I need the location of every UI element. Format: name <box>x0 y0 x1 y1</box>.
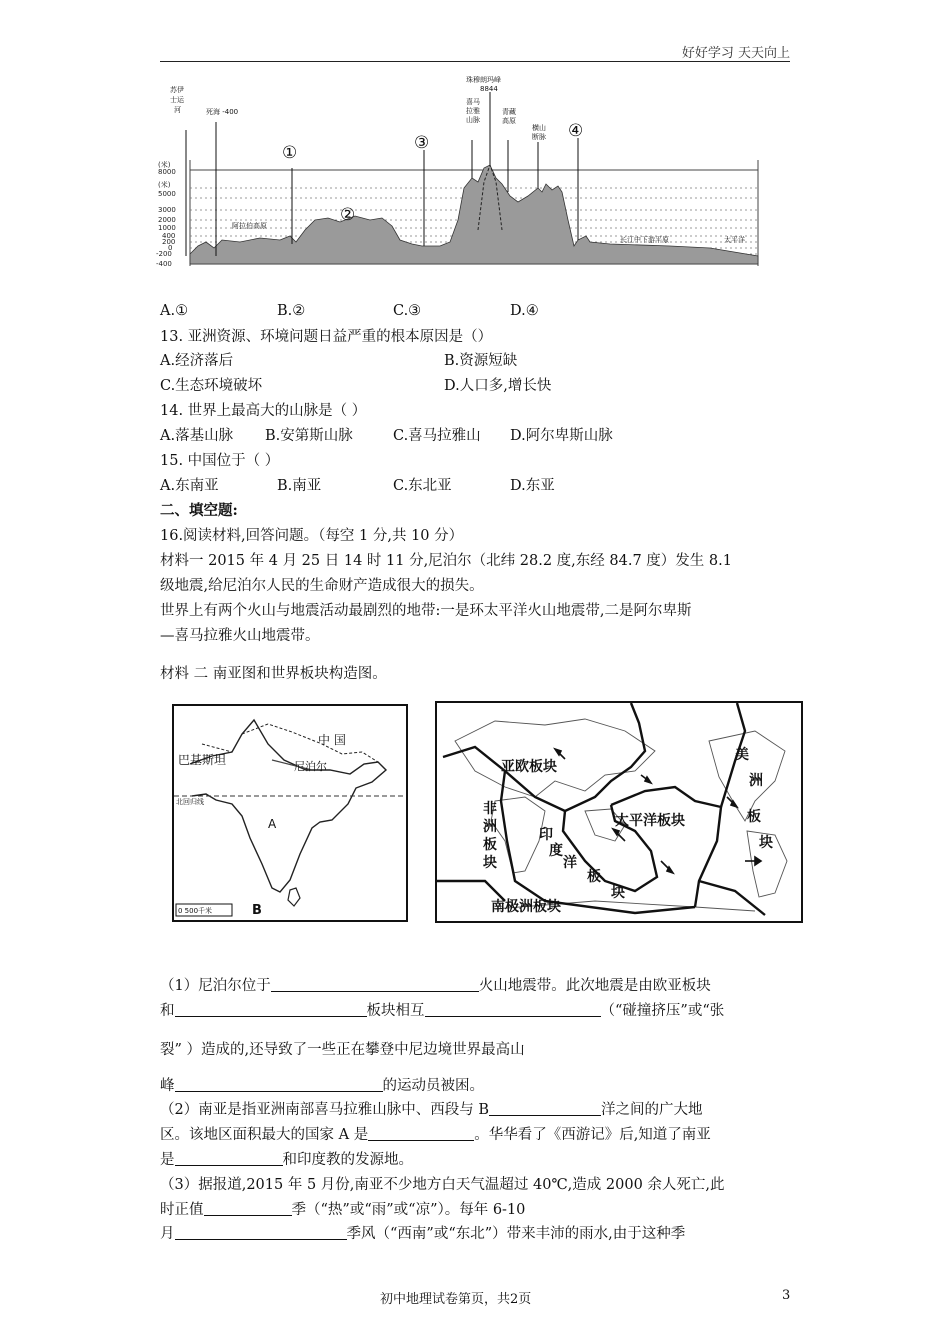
svg-text:山脉: 山脉 <box>466 116 480 124</box>
q12-option-c[interactable]: C.③ <box>393 303 422 319</box>
label-pacific: 太平洋 <box>724 236 745 244</box>
material-1-line: —喜马拉雅火山地震带。 <box>160 628 320 644</box>
page-header <box>160 40 790 62</box>
section-heading: 二、填空题: <box>160 502 238 519</box>
scale-bar: 0 500千米 <box>178 907 213 915</box>
answer-blank[interactable] <box>489 1100 601 1116</box>
question-3-line-3: 月 季风（“西南”或“东北”）带来丰沛的雨水,由于这种季 <box>160 1226 686 1242</box>
label-tibet: 青藏 <box>502 108 516 116</box>
answer-blank[interactable] <box>425 1001 601 1017</box>
marker-3: ③ <box>414 133 430 153</box>
marker-4: ④ <box>568 121 584 141</box>
q15-stem: 15. 中国位于（ ） <box>160 453 280 469</box>
question-1-line-1: （1）尼泊尔位于 火山地震带。此次地震是由欧亚板块 <box>160 978 711 994</box>
svg-text:士运: 士运 <box>170 96 184 104</box>
label-indian-plate: 印 <box>539 827 553 843</box>
label-american-plate: 美 <box>735 747 749 763</box>
q15-option-b[interactable]: B.南亚 <box>277 478 322 494</box>
svg-text:河: 河 <box>174 106 181 114</box>
label-eurasian-plate: 亚欧板块 <box>501 759 557 775</box>
answer-blank[interactable] <box>175 1150 283 1166</box>
label-pacific-plate: 太平洋板块 <box>615 813 685 829</box>
answer-blank[interactable] <box>175 1076 383 1092</box>
label-everest: 珠穆朗玛峰 <box>466 76 501 84</box>
marker-2: ② <box>340 205 356 225</box>
world-plates-map <box>435 701 803 923</box>
label-dead-sea: 死海 -400 <box>206 108 239 116</box>
y-tick: 3000 <box>158 206 176 214</box>
question-3-line-1: （3）据报道,2015 年 5 月份,南亚不少地方白天气温超过 40℃,造成 2000 余人死亡,此 <box>160 1177 725 1193</box>
q15-option-a[interactable]: A.东南亚 <box>160 478 219 494</box>
label-hengduan: 横山 <box>532 124 546 132</box>
header-motto: 好好学习 天天向上 <box>681 46 790 61</box>
question-3-line-2: 时正值 季（“热”或“雨”或“凉”）。每年 6-10 <box>160 1202 526 1218</box>
svg-text:洋: 洋 <box>563 855 577 871</box>
label-b: B <box>252 903 262 918</box>
label-himalaya: 喜马 <box>466 98 480 106</box>
question-1-line-2: 和 板块相互 （“碰撞挤压”或“张 <box>160 1003 725 1019</box>
material-1-line: 材料一 2015 年 4 月 25 日 14 时 11 分,尼泊尔（北纬 28.2 度,东经 84.7 度）发生 8.1 <box>160 553 732 569</box>
label-arabia: 阿拉伯高原 <box>232 222 267 230</box>
label-nepal: 尼泊尔 <box>294 760 327 773</box>
y-tick: 8000 <box>158 168 176 176</box>
y-tick: 0 <box>168 244 173 252</box>
label-china: 中 国 <box>318 733 346 747</box>
footer-text: 初中地理试卷第页，共2页 <box>380 1292 532 1307</box>
y-tick: -200 <box>156 250 172 258</box>
y-tick: 5000 <box>158 190 176 198</box>
q16-stem: 16.阅读材料,回答问题。（每空 1 分,共 10 分） <box>160 528 464 544</box>
south-asia-map <box>172 704 408 922</box>
y-tick: 2000 <box>158 216 176 224</box>
q13-option-c[interactable]: C.生态环境破坏 <box>160 378 263 394</box>
answer-blank[interactable] <box>175 1001 367 1017</box>
svg-text:块: 块 <box>759 835 773 851</box>
question-1-line-3: 裂” ）造成的,还导致了一些正在攀登中尼边境世界最高山 <box>160 1042 525 1058</box>
q13-stem: 13. 亚洲资源、环境问题日益严重的根本原因是（） <box>160 329 493 345</box>
y-tick: (米) <box>158 181 171 189</box>
q15-option-c[interactable]: C.东北亚 <box>393 478 452 494</box>
material-2: 材料 二 南亚图和世界板块构造图。 <box>160 666 387 682</box>
svg-text:拉雅: 拉雅 <box>466 107 480 115</box>
q15-option-d[interactable]: D.东亚 <box>510 478 555 494</box>
answer-blank[interactable] <box>271 976 479 992</box>
q14-option-d[interactable]: D.阿尔卑斯山脉 <box>510 428 613 444</box>
y-tick: 1000 <box>158 224 176 232</box>
label-suez: 苏伊 <box>170 86 184 94</box>
answer-blank[interactable] <box>204 1200 292 1216</box>
page-number: 3 <box>782 1288 791 1303</box>
question-2-line-2: 区。该地区面积最大的国家 A 是 。华华看了《西游记》后,知道了南亚 <box>160 1127 711 1143</box>
svg-text:断脉: 断脉 <box>532 133 546 141</box>
label-african-plate: 非 <box>483 801 497 817</box>
svg-text:板: 板 <box>587 869 601 885</box>
svg-text:度: 度 <box>549 843 563 859</box>
question-1-line-4: 峰 的运动员被困。 <box>160 1078 484 1094</box>
svg-text:高原: 高原 <box>502 117 516 125</box>
y-tick: -400 <box>156 260 172 268</box>
material-1-line: 级地震,给尼泊尔人民的生命财产造成很大的损失。 <box>160 578 484 594</box>
label-pakistan: 巴基斯坦 <box>178 753 227 767</box>
label-tropic: 北回归线 <box>176 798 204 806</box>
label-everest-height: 8844 <box>480 85 498 93</box>
y-tick: 200 <box>162 238 176 246</box>
svg-text:板: 板 <box>747 809 761 825</box>
material-1-line: 世界上有两个火山与地震活动最剧烈的地带:一是环太平洋火山地震带,二是阿尔卑斯 <box>160 603 692 619</box>
q13-option-a[interactable]: A.经济落后 <box>160 353 234 369</box>
svg-text:板: 板 <box>483 837 497 853</box>
q13-option-d[interactable]: D.人口多,增长快 <box>444 378 552 394</box>
q12-option-d[interactable]: D.④ <box>510 303 539 319</box>
answer-blank[interactable] <box>175 1224 347 1240</box>
y-unit-label: (米) <box>158 161 171 169</box>
svg-text:块: 块 <box>483 855 497 871</box>
svg-text:洲: 洲 <box>749 773 763 789</box>
q12-option-b[interactable]: B.② <box>277 303 306 319</box>
question-2-line-3: 是 和印度教的发源地。 <box>160 1152 413 1168</box>
q14-option-b[interactable]: B.安第斯山脉 <box>265 428 353 444</box>
q14-option-a[interactable]: A.落基山脉 <box>160 428 234 444</box>
q12-option-a[interactable]: A.① <box>160 303 189 319</box>
q14-option-c[interactable]: C.喜马拉雅山 <box>393 428 481 444</box>
marker-1: ① <box>282 143 298 163</box>
answer-blank[interactable] <box>368 1125 474 1141</box>
label-antarctic-plate: 南极洲板块 <box>491 899 561 915</box>
terrain-profile-chart <box>150 70 765 280</box>
label-a: A <box>268 817 277 831</box>
y-tick: 400 <box>162 232 176 240</box>
q13-option-b[interactable]: B.资源短缺 <box>444 353 518 369</box>
question-2-line-1: （2）南亚是指亚洲南部喜马拉雅山脉中、西段与 B 洋之间的广大地 <box>160 1102 703 1118</box>
q14-stem: 14. 世界上最高大的山脉是（ ） <box>160 403 367 419</box>
label-yangtze: 长江中下游平原 <box>620 236 669 244</box>
svg-text:洲: 洲 <box>483 819 497 835</box>
svg-text:块: 块 <box>611 885 625 901</box>
